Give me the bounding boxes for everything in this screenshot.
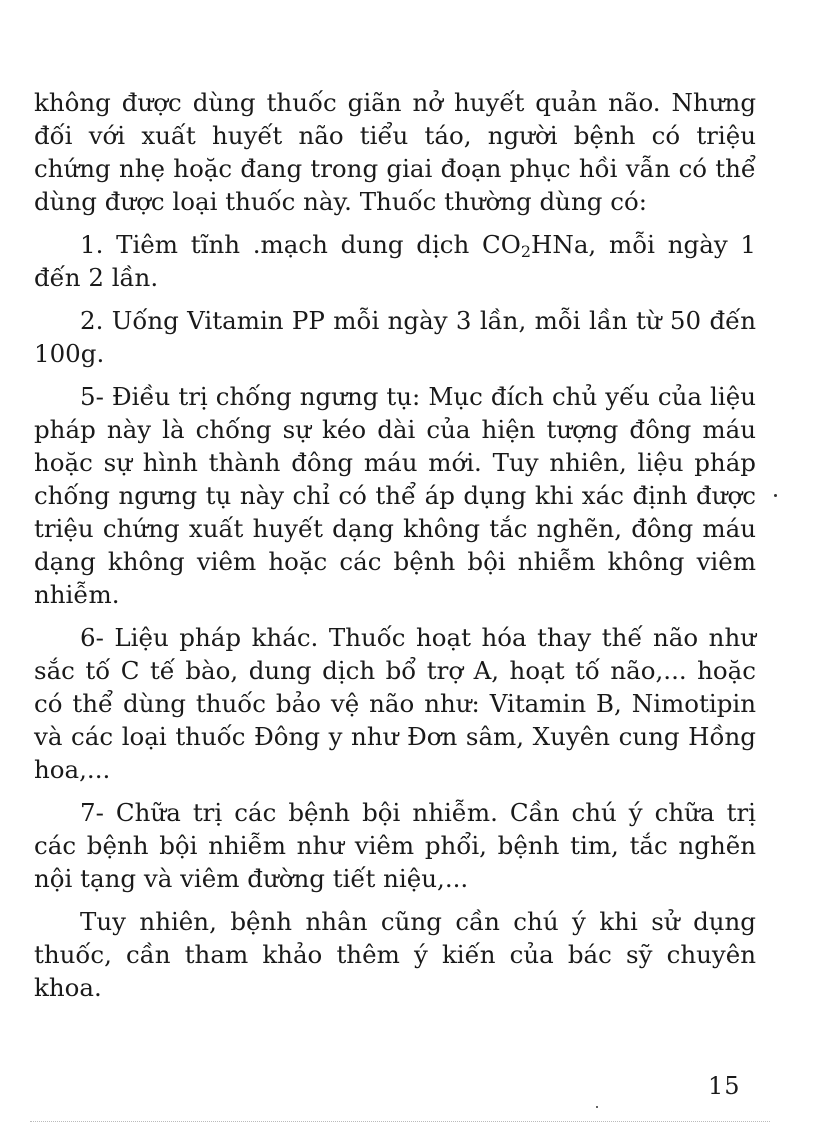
item-1-text-before: 1. Tiêm tĩnh .mạch dung dịch CO	[80, 230, 521, 259]
paragraph-item-1	[34, 228, 756, 294]
paragraph-closing: Tuy nhiên, bệnh nhân cũng cần chú ý khi sử dụng thuốc, cần tham khảo thêm ý kiến của bác sỹ chuyên khoa.	[34, 907, 756, 1002]
item-1-text-after: HNa, mỗi ngày 1 đến 2 lần.	[34, 230, 756, 292]
paragraph-section-7: 7- Chữa trị các bệnh bội nhiễm. Cần chú ý chữa trị các bệnh bội nhiễm như viêm phổi, bệnh tim, tắc nghẽn nội tạng và viêm đường tiết niệu,...	[34, 798, 756, 893]
scan-speck-right	[774, 494, 777, 497]
scan-speck-bottom	[596, 1106, 598, 1108]
paragraph-section-6: 6- Liệu pháp khác. Thuốc hoạt hóa thay thế não như sắc tố C tế bào, dung dịch bổ trợ A, hoạt tố não,... hoặc có thể dùng thuốc bảo vệ não như: Vitamin B, Nimotipin và các loại thuốc Đông y như Đơn sâm, Xuyên cung Hồng hoa,...	[34, 623, 756, 784]
item-1-subscript: 2	[520, 241, 532, 261]
page-number: 15	[708, 1072, 741, 1100]
paragraph-item-2: 2. Uống Vitamin PP mỗi ngày 3 lần, mỗi lần từ 50 đến 100g.	[34, 306, 756, 368]
page-body	[34, 86, 756, 1014]
paragraph-section-5: 5- Điều trị chống ngưng tụ: Mục đích chủ yếu của liệu pháp này là chống sự kéo dài của hiện tượng đông máu hoặc sự hình thành đông máu mới. Tuy nhiên, liệu pháp chống ngưng tụ này chỉ có thể áp dụng khi xác định được triệu chứng xuất huyết dạng không tắc nghẽn, đông máu dạng không viêm hoặc các bệnh bội nhiễm không viêm nhiễm.	[34, 382, 756, 609]
paragraph-continuation: không được dùng thuốc giãn nở huyết quản não. Nhưng đối với xuất huyết não tiểu táo, người bệnh có triệu chứng nhẹ hoặc đang trong giai đoạn phục hồi vẫn có thể dùng được loại thuốc này. Thuốc thường dùng có:	[34, 88, 756, 216]
